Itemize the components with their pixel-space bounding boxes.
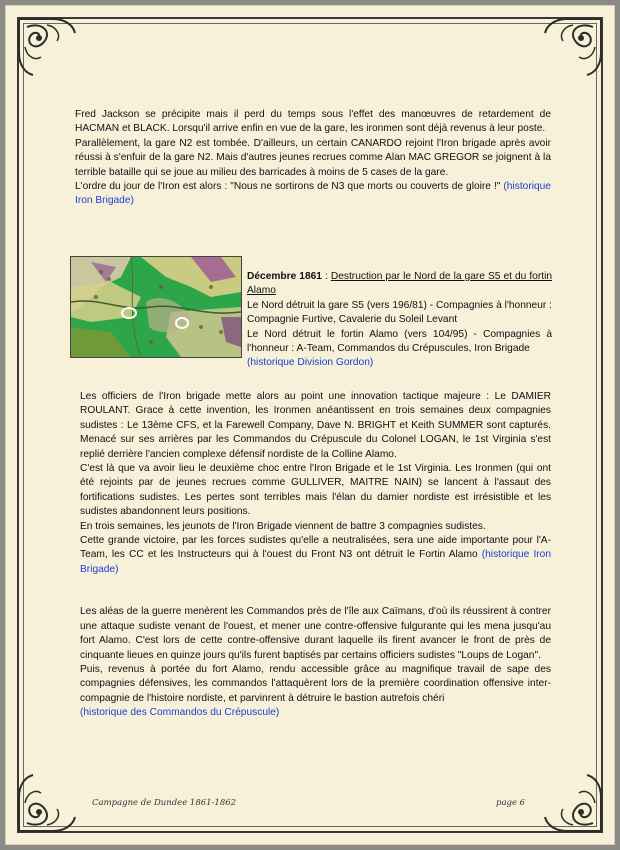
footer-campaign-title: Campagne de Dundee 1861-1862	[92, 798, 237, 808]
december-line-1: Le Nord détruit la gare S5 (vers 196/81) - Compagnies à l'honneur : Compagnie Furtive, Cavalerie du Soleil Levant	[247, 299, 552, 326]
heading-separator: :	[321, 271, 331, 282]
link-historique-iron-brigade[interactable]: (historique Iron Brigade)	[75, 181, 551, 207]
footer-page-number: page 6	[496, 798, 526, 808]
paragraph: Puis, revenus à portée du fort Alamo, rendu accessible grâce au magnifique travail de sape des compagnies défensives, les commandos l'attaquèrent lors de la première coordination offensive inter-compagnie de l'histoire nordiste, et parvinrent à détruire le bastion autrefois chéri	[80, 663, 551, 704]
paragraph: Les aléas de la guerre menèrent les Commandos près de l'île aux Caïmans, d'où ils réussirent à contrer une attaque sudiste venant de l'ouest, et mener une contre-offensive fulgurante qui les mena jusqu'au fort Alamo. C'est lors de cette contre-offensive durant laquelle ils firent avancer le front de près de cinquante lieues en quinze jours qu'ils furent baptisés par certains officiers sudistes "Loups de Logan".	[80, 606, 551, 661]
link-historique-iron-brigade-2[interactable]: (historique Iron Brigade)	[80, 549, 552, 575]
december-line-2: Le Nord détruit le fortin Alamo (vers 104/95) - Compagnies à l'honneur : A-Team, Commandos du Crépuscules, Iron Brigade	[247, 328, 552, 355]
paragraph	[80, 534, 551, 577]
battle-map-image	[70, 256, 242, 358]
paragraph: En trois semaines, les jeunots de l'Iron Brigade viennent de battre 3 compagnies sudistes.	[80, 520, 486, 532]
paragraph: Les officiers de l'Iron brigade mette alors au point une innovation tactique majeure : Le DAMIER ROULANT. Grace à cette invention, les Ironmen anéantissent en trois semaines deux compagnies sudistes : Le 13ème CFS, et la Farewell Company, Dave N. BRIGHT et Keith SUMMER sont capturés. Menacé sur ses arrières par les Commandos du Crépuscule du Colonel LOGAN, le 1st Virginia s'est replié derrière l'ancien complexe défensif nordiste de la Colline Alamo.	[80, 391, 551, 460]
corner-ornament-icon	[13, 767, 83, 837]
december-text	[247, 270, 552, 371]
corner-ornament-icon	[537, 13, 607, 83]
corner-ornament-icon	[537, 767, 607, 837]
section-december-1861	[70, 256, 552, 374]
paragraph-text: Cette grande victoire, par les forces sudistes qu'elle a neutralisées, sera une aide importante pour l'A-Team, les CC et les Instructeurs qui à l'ouest du Front N3 ont détruit le Fortin Alamo	[80, 535, 551, 561]
paragraph: Parallèlement, la gare N2 est tombée. D'ailleurs, un certain CANARDO rejoint l'Iron brigade après avoir réussi à s'enfuir de la gare N2. Mais d'autres jeunes recrues comme Alan MAC GREGOR se joignent à la terrible bataille qui se joue au milieu des barricades à moins de 5 cases de la gare.	[75, 137, 551, 178]
paragraph: Fred Jackson se précipite mais il perd du temps sous l'effet des manœuvres de retardement de HACMAN et BLACK. Lorsqu'il arrive enfin en vue de la gare, les ironmen sont déjà revenus à leur poste.	[75, 109, 551, 135]
section-damier-roulant	[80, 390, 551, 721]
link-historique-commandos[interactable]: (historique des Commandos du Crépuscule)	[80, 707, 280, 719]
december-date: Décembre 1861	[247, 271, 322, 282]
corner-ornament-icon	[13, 13, 83, 83]
december-heading	[247, 270, 552, 299]
december-title: Destruction par le Nord de la gare S5 et du fortin Alamo	[247, 271, 552, 297]
paragraph: C'est là que va avoir lieu le deuxième choc entre l'Iron Brigade et le 1st Virginia. Les Ironmen (qui ont été rejoints par de jeunes recrues comme GULLIVER, MAITRE NAIN) se lancent à l'assaut des fortifications sudistes. Les pertes sont terribles mais l'élan du damier nordiste est irrésistible et les sudistes abandonnent leurs positions.	[80, 463, 551, 518]
paragraph-text: L'ordre du jour de l'Iron est alors : "Nous ne sortirons de N3 que morts ou couverts de gloire !"	[75, 181, 501, 193]
section-iron-brigade-n3	[75, 108, 551, 209]
paragraph	[75, 180, 551, 209]
link-historique-division-gordon[interactable]: (historique Division Gordon)	[247, 357, 374, 369]
